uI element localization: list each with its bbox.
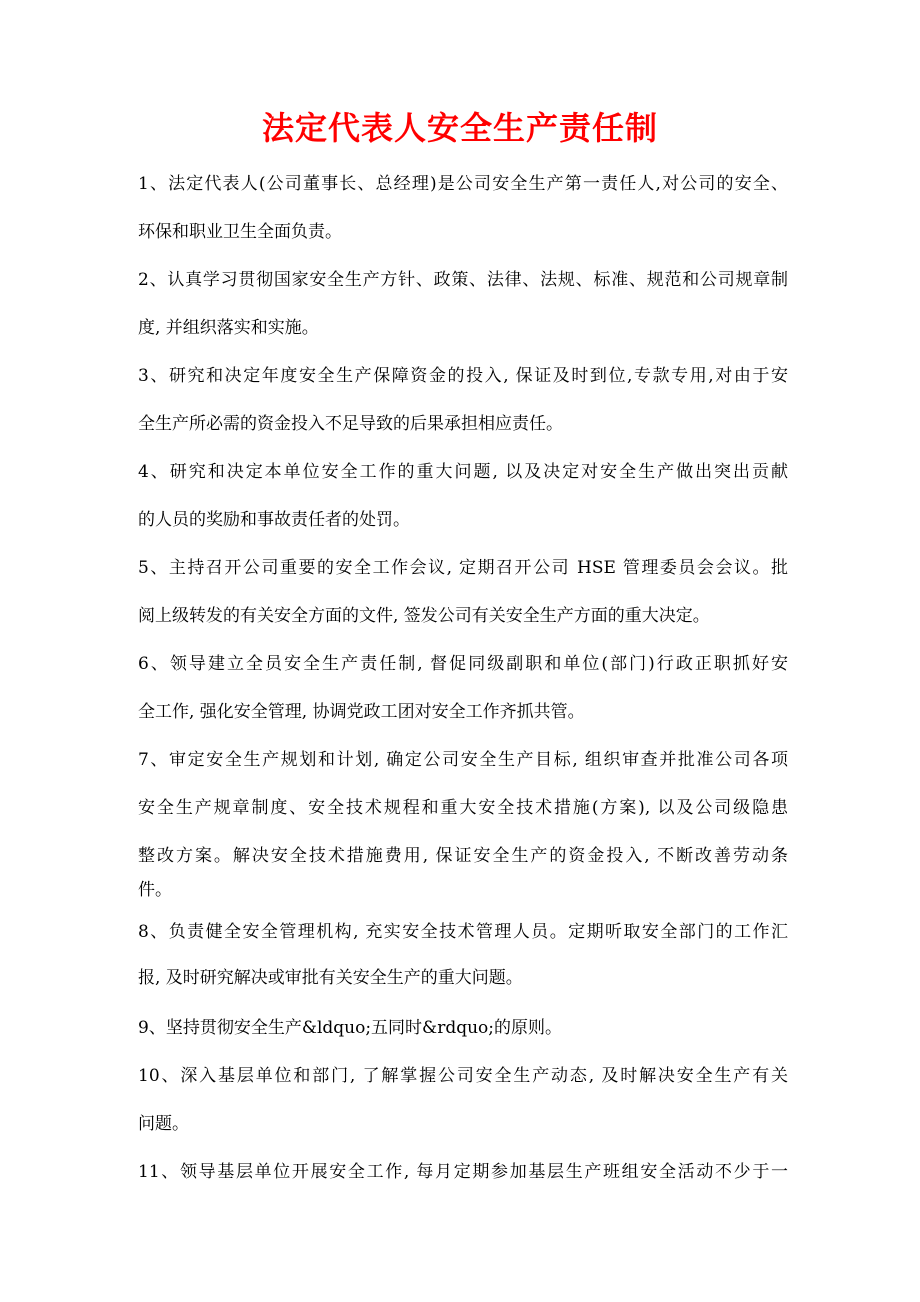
paragraph-1-line-2: 环保和职业卫生全面负责。 (138, 222, 342, 242)
paragraph-8-line-1: 8、负责健全安全管理机构, 充实安全技术管理人员。定期听取安全部门的工作汇 (138, 922, 788, 942)
paragraph-7-line-1: 7、审定安全生产规划和计划, 确定公司安全生产目标, 组织审查并批准公司各项 (138, 750, 788, 770)
paragraph-6-line-1: 6、领导建立全员安全生产责任制, 督促同级副职和单位(部门)行政正职抓好安 (138, 654, 788, 674)
paragraph-11-line-1: 11、领导基层单位开展安全工作, 每月定期参加基层生产班组安全活动不少于一 (138, 1162, 788, 1182)
paragraph-8-line-2: 报, 及时研究解决或审批有关安全生产的重大问题。 (138, 968, 523, 988)
paragraph-7-line-4: 件。 (138, 880, 172, 900)
paragraph-2-line-2: 度, 并组织落实和实施。 (138, 318, 319, 338)
paragraph-6-line-2: 全工作, 强化安全管理, 协调党政工团对安全工作齐抓共管。 (138, 702, 585, 722)
paragraph-9-line-1: 9、坚持贯彻安全生产&ldquo;五同时&rdquo;的原则。 (138, 1018, 562, 1038)
paragraph-7-line-3: 整改方案。解决安全技术措施费用, 保证安全生产的资金投入, 不断改善劳动条 (138, 846, 788, 866)
paragraph-4-line-2: 的人员的奖励和事故责任者的处罚。 (138, 510, 410, 530)
paragraph-5-line-1: 5、主持召开公司重要的安全工作会议, 定期召开公司 HSE 管理委员会会议。批 (138, 558, 788, 578)
paragraph-7-line-2: 安全生产规章制度、安全技术规程和重大安全技术措施(方案), 以及公司级隐患 (138, 798, 788, 818)
paragraph-3-line-2: 全生产所必需的资金投入不足导致的后果承担相应责任。 (138, 414, 563, 434)
paragraph-10-line-1: 10、深入基层单位和部门, 了解掌握公司安全生产动态, 及时解决安全生产有关 (138, 1066, 788, 1086)
paragraph-3-line-1: 3、研究和决定年度安全生产保障资金的投入, 保证及时到位,专款专用,对由于安 (138, 366, 788, 386)
document-title: 法定代表人安全生产责任制 (261, 109, 658, 147)
paragraph-5-line-2: 阅上级转发的有关安全方面的文件, 签发公司有关安全生产方面的重大决定。 (138, 606, 710, 626)
paragraph-1-line-1: 1、法定代表人(公司董事长、总经理)是公司安全生产第一责任人,对公司的安全、 (138, 174, 788, 194)
paragraph-10-line-2: 问题。 (138, 1114, 189, 1134)
paragraph-2-line-1: 2、认真学习贯彻国家安全生产方针、政策、法律、法规、标准、规范和公司规章制 (138, 270, 788, 290)
paragraph-4-line-1: 4、研究和决定本单位安全工作的重大问题, 以及决定对安全生产做出突出贡献 (138, 462, 788, 482)
